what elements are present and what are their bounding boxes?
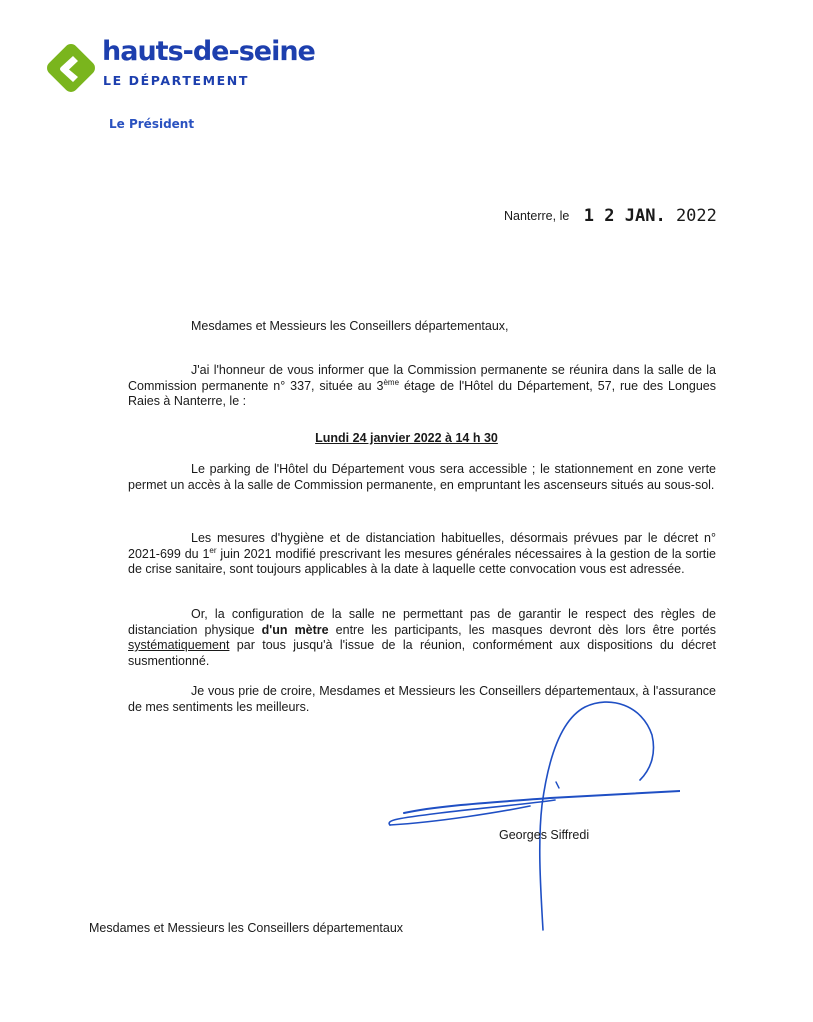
logo-subtitle: LE DÉPARTEMENT xyxy=(103,73,249,88)
logo-name: hauts-de-seine xyxy=(102,36,315,67)
signer-name: Georges Siffredi xyxy=(499,828,590,842)
sender-title: Le Président xyxy=(109,117,195,131)
p1-text-b: étage de l'Hôtel du Département, 57, rue des Longues Raies à Nanterre, le : xyxy=(128,378,716,408)
recipients-footer: Mesdames et Messieurs les Conseillers départementaux xyxy=(89,921,404,935)
p5-text: Je vous prie de croire, Mesdames et Messieurs les Conseillers départementaux, à l'assurance de mes sentiments les meilleurs. xyxy=(128,684,716,714)
date-place: Nanterre, le xyxy=(504,209,570,223)
paragraph-parking xyxy=(128,462,716,493)
stamp-month: JAN. xyxy=(624,206,666,226)
paragraph-hygiene xyxy=(128,531,716,578)
p4-text-c: par tous jusqu'à l'issue de la réunion, conformément aux dispositions du décret susmentionné. xyxy=(128,638,716,668)
p2-text: Le parking de l'Hôtel du Département vous sera accessible ; le stationnement en zone verte permet un accès à la salle de Commission permanente, en empruntant les ascenseurs situés au sous-sol. xyxy=(128,462,716,492)
handwritten-signature xyxy=(380,690,680,940)
green-diamond-chevron-icon xyxy=(43,40,99,96)
paragraph-masks xyxy=(128,607,716,669)
paragraph-convocation xyxy=(128,363,716,410)
date-line xyxy=(504,206,717,226)
department-logo xyxy=(43,36,315,96)
p1-text-a: J'ai l'honneur de vous informer que la Commission permanente se réunira dans la salle de la Commission permanente n° 337, située au 3 xyxy=(128,363,716,393)
meeting-date: Lundi 24 janvier 2022 à 14 h 30 xyxy=(315,431,498,445)
stamp-day: 1 2 xyxy=(583,206,615,226)
p1-sup: ème xyxy=(383,377,400,387)
p4-underline: systématiquement xyxy=(128,638,230,652)
p3-text-a: Les mesures d'hygiène et de distanciation habituelles, désormais prévues par le décret n° 2021-699 du 1 xyxy=(128,531,716,561)
stamp-year: 2022 xyxy=(675,206,717,226)
p3-sup: er xyxy=(209,545,217,555)
p4-text-b: entre les participants, les masques devront dès lors être portés xyxy=(328,622,716,637)
salutation: Mesdames et Messieurs les Conseillers départementaux, xyxy=(191,319,509,333)
p4-bold: d'un mètre xyxy=(261,622,329,637)
p4-text-a: Or, la configuration de la salle ne permettant pas de garantir le respect des règles de distanciation physique xyxy=(128,607,716,637)
p3-text-b: juin 2021 modifié prescrivant les mesures générales nécessaires à la gestion de la sortie de crise sanitaire, sont toujours applicables à la date à laquelle cette convocation vous est adressée. xyxy=(128,546,716,576)
date-stamp xyxy=(584,206,717,226)
